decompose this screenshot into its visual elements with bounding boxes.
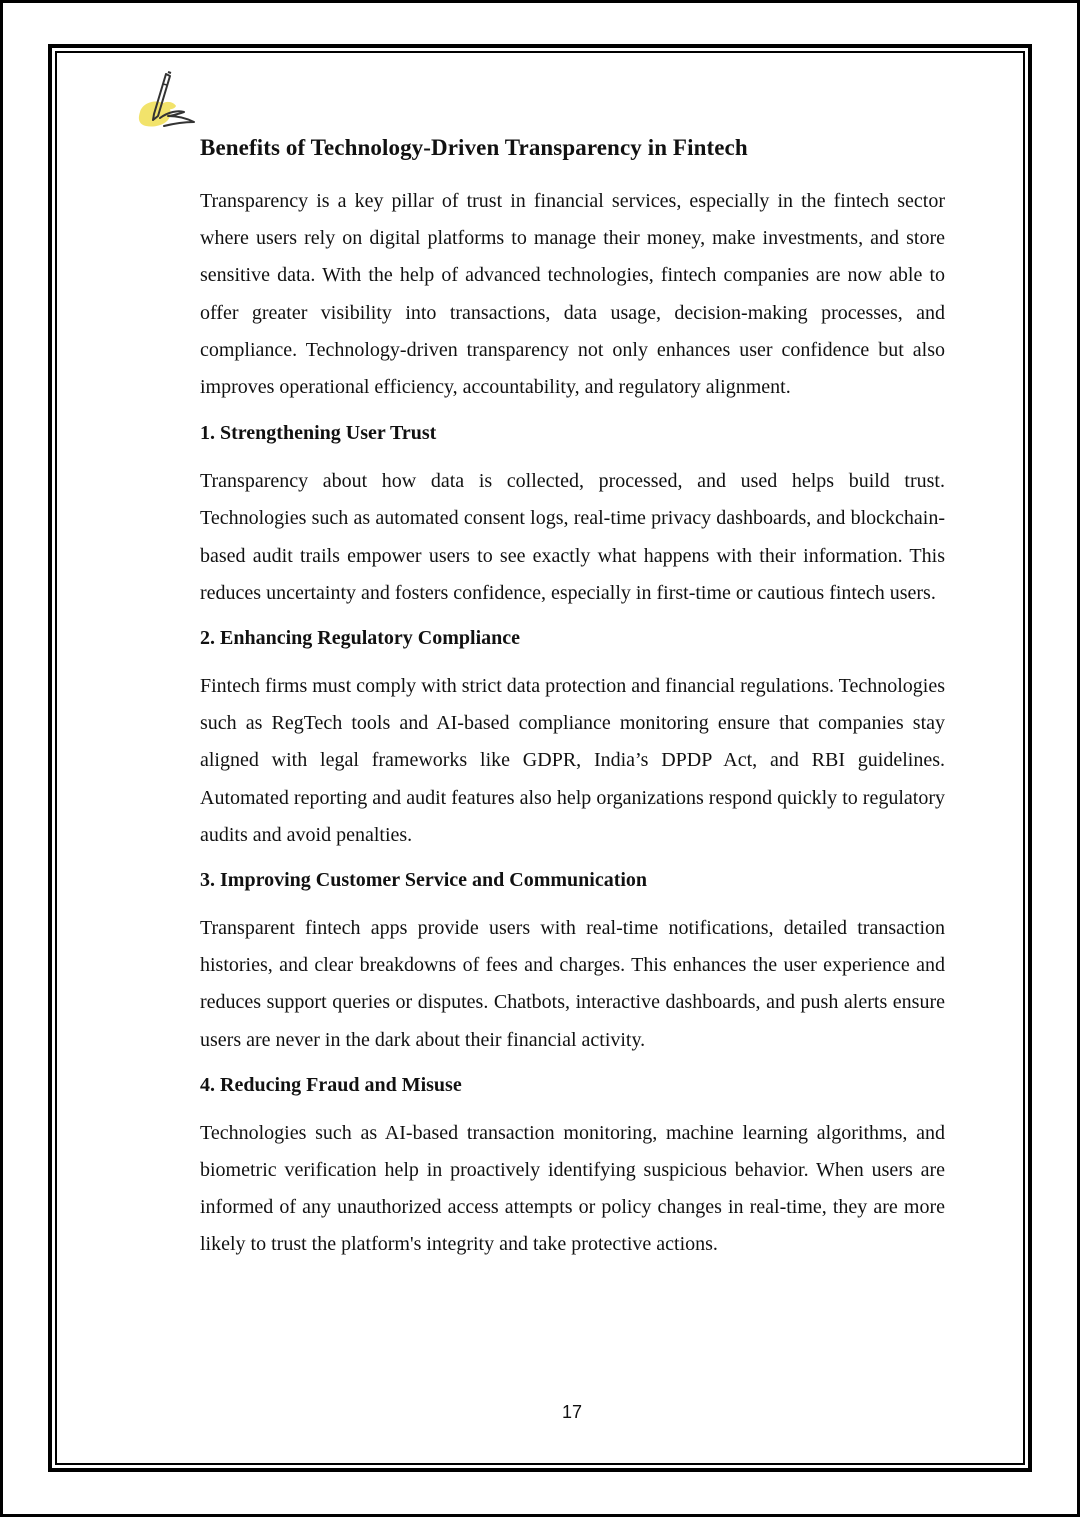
section-body-fraud-misuse: Technologies such as AI-based transaction monitoring, machine learning algorithms, and biometric verification help in proactively identifying suspicious behavior. When users are informed of any unauthorized access attempts or policy changes in real-time, they are more likely to trust the platform's integrity and take protective actions. [200, 1121, 945, 1256]
section-body-user-trust: Transparency about how data is collected, processed, and used helps build trust. Technologies such as automated consent logs, real-time privacy dashboards, and blockchain-based audit trails empower users to see exactly what happens with their information. This reduces uncertainty and fosters confidence, especially in first-time or cautious fintech users. [200, 470, 945, 604]
intro-paragraph: Transparency is a key pillar of trust in financial services, especially in the fintech sector where users rely on digital platforms to manage their money, make investments, and store sensitive data. With the help of advanced technologies, fintech companies are now able to offer greater visibility into transactions, data usage, decision-making processes, and compliance. Technology-driven transparency not only enhances user confidence but also improves operational efficiency, accountability, and regulatory alignment. [200, 190, 945, 399]
section-heading-fraud-misuse: 4. Reducing Fraud and Misuse [200, 1073, 462, 1096]
pen-writing-icon [134, 70, 204, 132]
section-heading-customer-service: 3. Improving Customer Service and Communication [200, 869, 648, 892]
section-body-regulatory-compliance: Fintech firms must comply with strict data protection and financial regulations. Technologies such as RegTech tools and AI-based compliance monitoring ensure that companies stay aligned with legal frameworks like GDPR, India’s DPDP Act, and RBI guidelines. Automated reporting and audit features also help organizations respond quickly to regulatory audits and avoid penalties. [200, 675, 945, 846]
document-title: Benefits of Technology-Driven Transparency in Fintech [200, 135, 748, 160]
document-body [200, 130, 945, 1264]
page-number: 17 [561, 1402, 583, 1422]
section-body-customer-service: Transparent fintech apps provide users with real-time notifications, detailed transaction histories, and clear breakdowns of fees and charges. This enhances the user experience and reduces support queries or disputes. Chatbots, interactive dashboards, and push alerts ensure users are never in the dark about their financial activity. [200, 917, 945, 1051]
section-heading-user-trust: 1. Strengthening User Trust [200, 422, 437, 445]
section-heading-regulatory-compliance: 2. Enhancing Regulatory Compliance [200, 627, 521, 650]
